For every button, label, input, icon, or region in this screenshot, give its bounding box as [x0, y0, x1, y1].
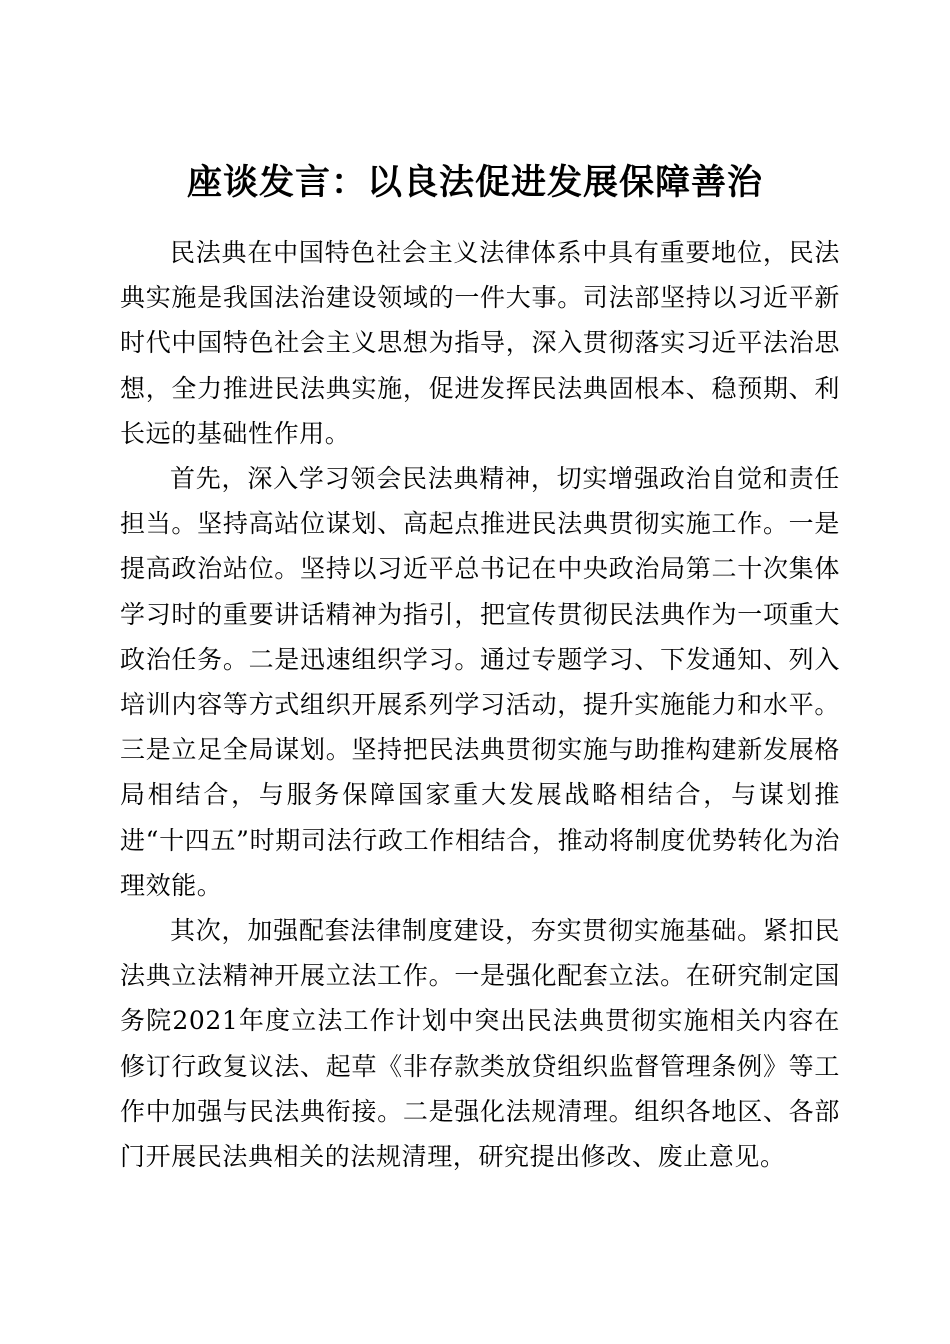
document-title: 座谈发言：以良法促进发展保障善治: [186, 162, 763, 204]
paragraph-first: 首先，深入学习领会民法典精神，切实增强政治自觉和责任担当。坚持高站位谋划、高起点推进民法典贯彻实施工作。一是提高政治站位。坚持以习近平总书记在中央政治局第二十次集体学习时的重要讲话精神为指引，把宣传贯彻民法典作为一项重大政治任务。二是迅速组织学习。通过专题学习、下发通知、列入培训内容等方式组织开展系列学习活动，提升实施能力和水平。三是立足全局谋划。坚持把民法典贯彻实施与助推构建新发展格局相结合，与服务保障国家重大发展战略相结合，与谋划推进“十四五”时期司法行政工作相结合，推动将制度优势转化为治理效能。: [120, 464, 840, 900]
paragraph-second: 其次，加强配套法律制度建设，夯实贯彻实施基础。紧扣民法典立法精神开展立法工作。一是强化配套立法。在研究制定国务院2021年度立法工作计划中突出民法典贯彻实施相关内容在修订行政复议法、起草《非存款类放贷组织监督管理条例》等工作中加强与民法典衔接。二是强化法规清理。组织各地区、各部门开展民法典相关的法规清理，研究提出修改、废止意见。: [120, 916, 840, 1172]
document-body: [120, 230, 840, 1179]
paragraph-intro: 民法典在中国特色社会主义法律体系中具有重要地位，民法典实施是我国法治建设领域的一件大事。司法部坚持以习近平新时代中国特色社会主义思想为指导，深入贯彻落实习近平法治思想，全力推进民法典实施，促进发挥民法典固根本、稳预期、利长远的基础性作用。: [120, 238, 840, 448]
